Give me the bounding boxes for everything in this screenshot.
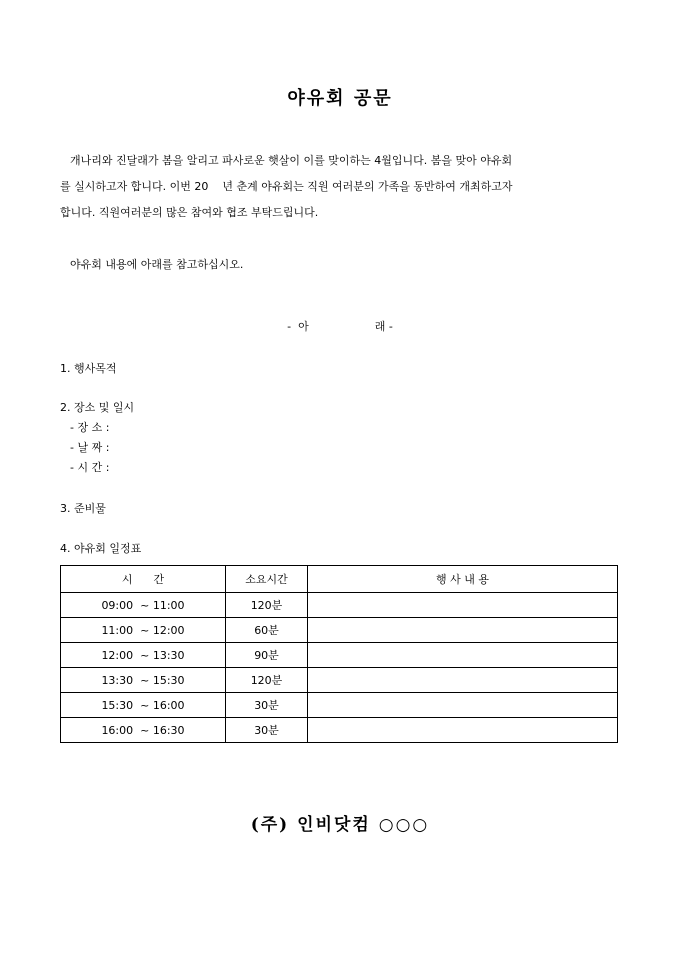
row-duration: 120분 bbox=[226, 593, 308, 618]
table-row bbox=[61, 693, 618, 718]
section-place-date-heading: 2. 장소 및 일시 bbox=[60, 401, 135, 414]
row-duration: 30분 bbox=[226, 693, 308, 718]
row-event bbox=[308, 593, 618, 618]
date-line: - 날 짜 : bbox=[70, 441, 110, 454]
ara-right: 래 - bbox=[374, 320, 393, 333]
intro-line-1: 개나리와 진달래가 봄을 알리고 파사로운 햇살이 이를 맞이하는 4월입니다. 봄을 맞아 야유회 bbox=[70, 154, 513, 167]
ara-heading bbox=[0, 318, 680, 334]
row-time: 12:00 ~ 13:30 bbox=[61, 643, 226, 668]
company-signature: (주) 인비닷컴 ○○○ bbox=[250, 815, 430, 835]
row-time: 09:00 ~ 11:00 bbox=[61, 593, 226, 618]
header-event: 행 사 내 용 bbox=[308, 566, 618, 593]
row-duration: 90분 bbox=[226, 643, 308, 668]
time-line: - 시 간 : bbox=[70, 461, 110, 474]
place-line: - 장 소 : bbox=[70, 421, 110, 434]
table-row bbox=[61, 618, 618, 643]
row-time: 16:00 ~ 16:30 bbox=[61, 718, 226, 743]
ara-left: - 아 bbox=[287, 320, 309, 333]
schedule-header-row bbox=[61, 566, 618, 593]
intro-paragraph bbox=[60, 148, 620, 226]
row-event bbox=[308, 668, 618, 693]
table-row bbox=[61, 668, 618, 693]
intro-line-3: 합니다. 직원여러분의 많은 참여와 협조 부탁드립니다. bbox=[60, 206, 319, 219]
row-event bbox=[308, 643, 618, 668]
intro-line-2: 를 실시하고자 합니다. 이번 20 년 춘계 야유회는 직원 여러분의 가족을 동반하여 개최하고자 bbox=[60, 180, 513, 193]
row-time: 15:30 ~ 16:00 bbox=[61, 693, 226, 718]
table-row bbox=[61, 593, 618, 618]
table-row bbox=[61, 643, 618, 668]
row-duration: 30분 bbox=[226, 718, 308, 743]
row-time: 13:30 ~ 15:30 bbox=[61, 668, 226, 693]
row-event bbox=[308, 618, 618, 643]
row-event bbox=[308, 718, 618, 743]
row-time: 11:00 ~ 12:00 bbox=[61, 618, 226, 643]
table-row bbox=[61, 718, 618, 743]
row-event bbox=[308, 693, 618, 718]
document-title: 야유회 공문 bbox=[287, 88, 393, 109]
reference-note: 야유회 내용에 아래를 참고하십시오. bbox=[70, 258, 244, 271]
header-time: 시 간 bbox=[61, 566, 226, 593]
section-purpose: 1. 행사목적 bbox=[60, 362, 117, 375]
section-supplies: 3. 준비물 bbox=[60, 502, 106, 515]
row-duration: 60분 bbox=[226, 618, 308, 643]
section-place-date bbox=[60, 398, 134, 478]
row-duration: 120분 bbox=[226, 668, 308, 693]
header-duration: 소요시간 bbox=[226, 566, 308, 593]
schedule-table bbox=[60, 565, 618, 743]
section-schedule: 4. 야유회 일정표 bbox=[60, 542, 142, 555]
